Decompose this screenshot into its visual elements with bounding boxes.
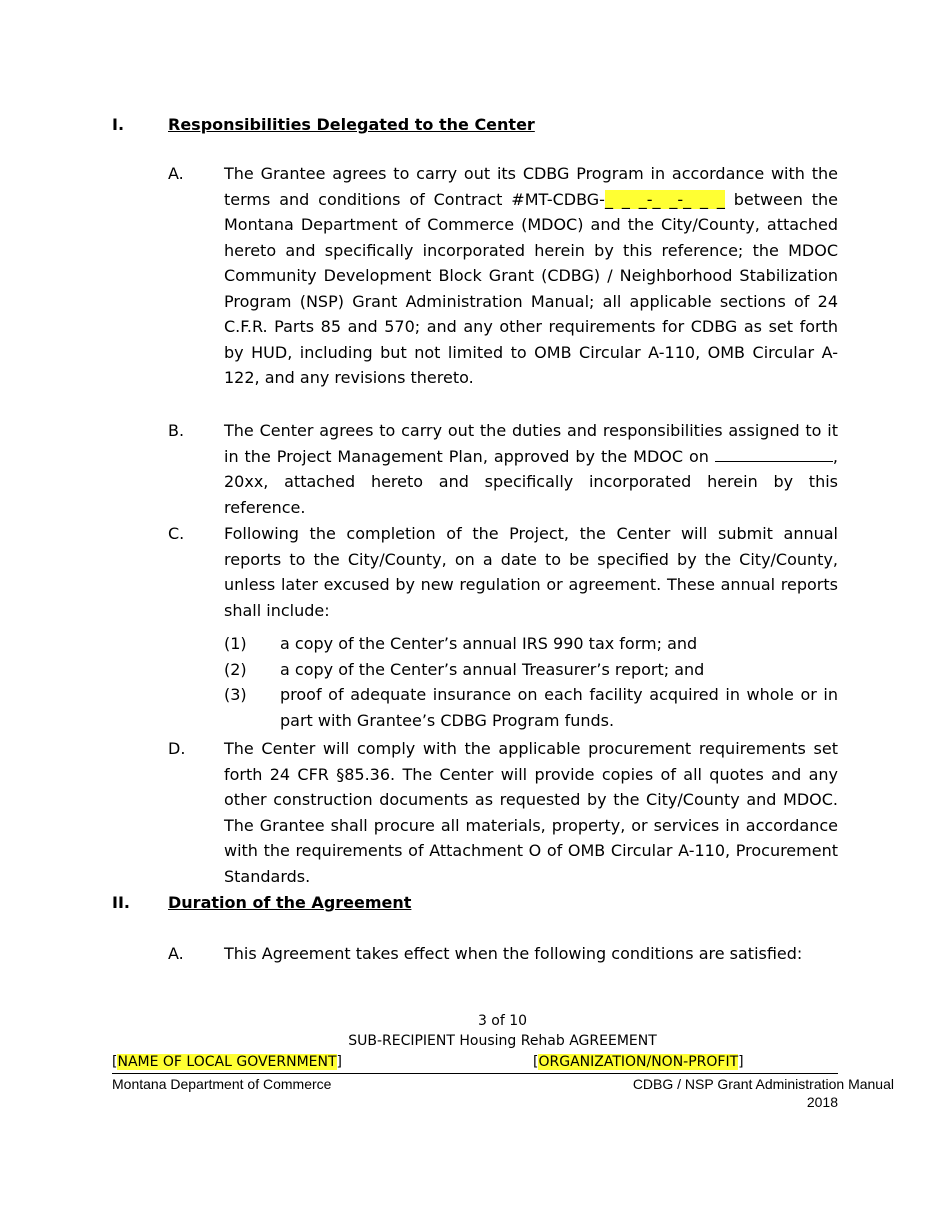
- clause-1-d: [168, 736, 838, 889]
- clause-text: Following the completion of the Project, the Center will submit annual reports to the City/County, on a date to be specified by the City/County, unless later excused by new regulation or agreement. These annual reports shall include:: [224, 524, 838, 620]
- contract-number-highlight: _ _ _-_ _-_ _ _: [604, 189, 725, 209]
- section-title: Responsibilities Delegated to the Center: [168, 115, 535, 134]
- clause-text: The Grantee agrees to carry out its CDBG Program in accordance with the terms and conditions of Contract #MT-CDBG-_ _ _-_ _-_ _ _ between the Montana Department of Commerce (MDOC) and the City/County, attached hereto and specifically incorporated herein by this reference; the MDOC Community Development Block Grant (CDBG) / Neighborhood Stabilization Program (NSP) Grant Administration Manual; all applicable sections of 24 C.F.R. Parts 85 and 570; and any other requirements for CDBG as set forth by HUD, including but not limited to OMB Circular A-110, OMB Circular A-122, and any revisions thereto.: [224, 164, 838, 387]
- subitem: [224, 682, 838, 733]
- clause-1-a: [168, 161, 838, 391]
- manual-name: CDBG / NSP Grant Administration Manual: [632, 1076, 894, 1092]
- footer-divider: [112, 1073, 838, 1074]
- clause-1-c: [168, 521, 838, 733]
- clause-2-a: [168, 941, 838, 967]
- footer-placeholders: [112, 1051, 838, 1073]
- clause-label: C.: [168, 524, 185, 543]
- document-title: SUB-RECIPIENT Housing Rehab AGREEMENT: [348, 1033, 657, 1049]
- date-blank-line: [715, 445, 833, 462]
- subitem-text: a copy of the Center’s annual IRS 990 tax form; and: [280, 634, 698, 653]
- page-number: 3 of 10: [477, 1013, 528, 1029]
- subitem-text: proof of adequate insurance on each facility acquired in whole or in part with Grantee’s CDBG Program funds.: [280, 685, 838, 730]
- clause-1-b: [168, 418, 838, 520]
- organization-placeholder: [ORGANIZATION/NON-PROFIT]: [533, 1054, 744, 1070]
- subitem-text: a copy of the Center’s annual Treasurer’s report; and: [280, 659, 705, 679]
- clause-label: B.: [168, 421, 185, 440]
- subitem-label: (3): [224, 685, 247, 704]
- publisher-name: Montana Department of Commerce: [112, 1076, 332, 1092]
- section-number: I.: [112, 115, 125, 134]
- clause-label: A.: [168, 944, 184, 963]
- clause-text: This Agreement takes effect when the following conditions are satisfied:: [224, 944, 803, 963]
- subitem: [224, 631, 838, 657]
- subitem: [224, 657, 838, 683]
- section-number: II.: [112, 893, 130, 912]
- clause-label: A.: [168, 164, 184, 183]
- subitem-label: (2): [224, 659, 247, 679]
- section-title: Duration of the Agreement: [168, 893, 412, 912]
- local-government-placeholder: [NAME OF LOCAL GOVERNMENT]: [112, 1054, 343, 1070]
- clause-label: D.: [168, 739, 186, 758]
- clause-text: The Center agrees to carry out the duties and responsibilities assigned to it in the Project Management Plan, approved by the MDOC on , 20xx, attached hereto and specifically incorporated herein by this reference.: [224, 421, 838, 517]
- subitem-label: (1): [224, 634, 247, 653]
- manual-year: 2018: [806, 1094, 838, 1110]
- clause-text: The Center will comply with the applicable procurement requirements set forth 24 CFR §85.36. The Center will provide copies of all quotes and any other construction documents as requested by the City/County and MDOC. The Grantee shall procure all materials, property, or services in accordance with the requirements of Attachment O of OMB Circular A-110, Procurement Standards.: [224, 739, 838, 886]
